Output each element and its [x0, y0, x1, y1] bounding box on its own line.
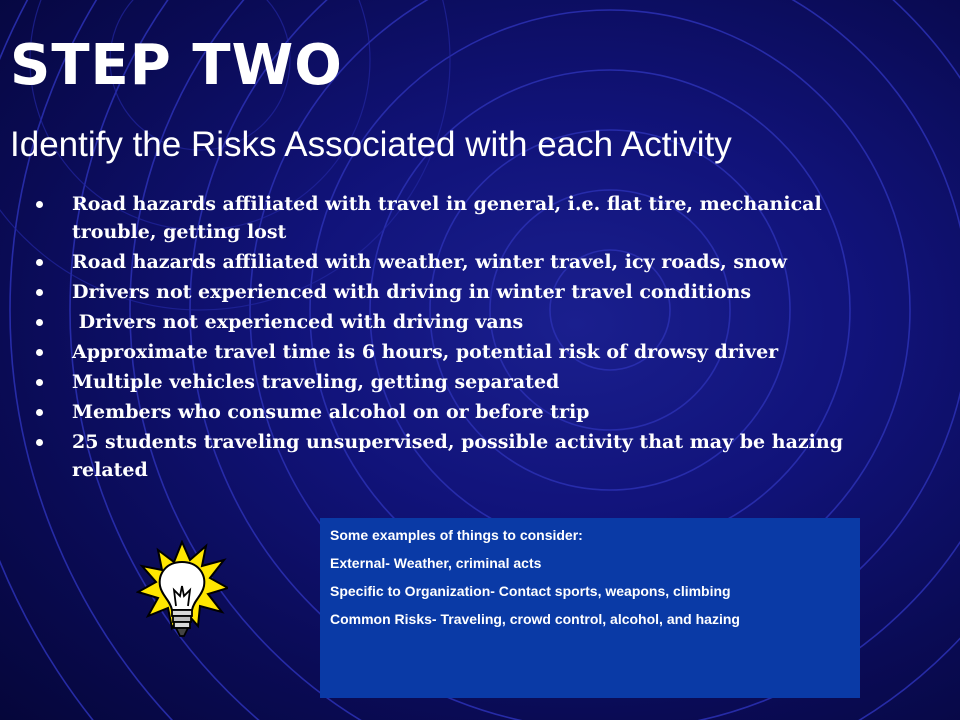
slide-title: STEP TWO	[10, 33, 343, 98]
list-item: Approximate travel time is 6 hours, potential risk of drowsy driver	[36, 338, 896, 366]
examples-line-organization: Specific to Organization- Contact sports, weapons, climbing	[330, 583, 731, 599]
list-item: Members who consume alcohol on or before trip	[36, 398, 896, 426]
list-item: 25 students traveling unsupervised, possible activity that may be hazing related	[36, 428, 896, 484]
slide-subtitle: Identify the Risks Associated with each Activity	[10, 125, 732, 164]
list-item: Road hazards affiliated with travel in general, i.e. flat tire, mechanical trouble, getting lost	[36, 190, 896, 246]
list-item: Multiple vehicles traveling, getting separated	[36, 368, 896, 396]
lightbulb-icon	[136, 540, 228, 646]
list-item: Drivers not experienced with driving vans	[36, 308, 896, 336]
examples-line-common: Common Risks- Traveling, crowd control, alcohol, and hazing	[330, 611, 740, 627]
list-item: Drivers not experienced with driving in winter travel conditions	[36, 278, 896, 306]
examples-box	[320, 518, 860, 698]
list-item: Road hazards affiliated with weather, winter travel, icy roads, snow	[36, 248, 896, 276]
risk-list	[36, 190, 896, 486]
examples-line-external: External- Weather, criminal acts	[330, 555, 542, 571]
examples-heading: Some examples of things to consider:	[330, 527, 583, 543]
